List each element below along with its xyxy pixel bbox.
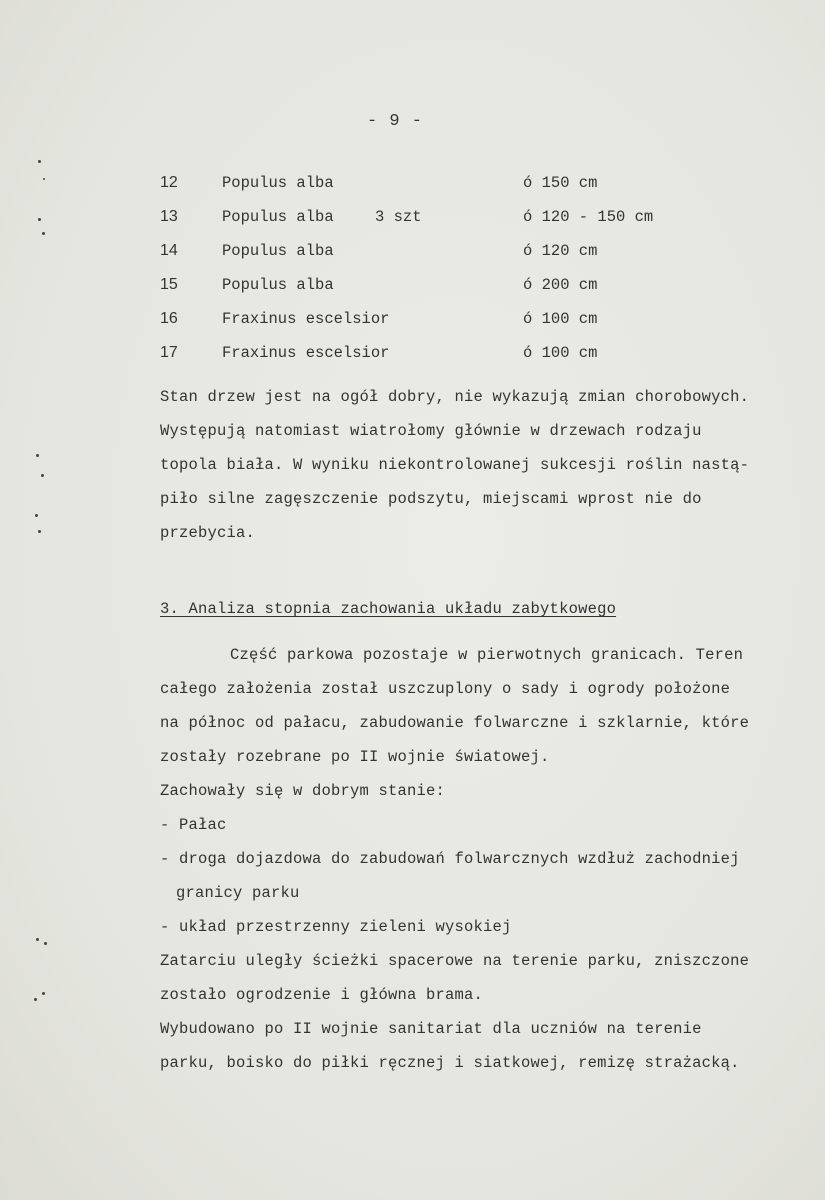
margin-dot (41, 474, 44, 477)
margin-dot (36, 454, 39, 457)
paragraph-line: Wybudowano po II wojnie sanitariat dla uczniów na terenie (160, 1020, 702, 1038)
tree-diameter: ó 120 cm (523, 242, 598, 260)
tree-species: Populus alba (222, 208, 334, 226)
paragraph-line: piło silne zagęszczenie podszytu, miejscami wprost nie do (160, 490, 702, 508)
tree-row (0, 344, 825, 368)
tree-diameter: ó 120 - 150 cm (523, 208, 654, 226)
page-number: - 9 - (366, 112, 423, 131)
tree-row (0, 276, 825, 300)
paragraph-line: całego założenia został uszczuplony o sady i ogrody położone (160, 680, 731, 698)
margin-dot (38, 530, 41, 533)
tree-number: 13 (160, 208, 178, 225)
section-heading: 3. Analiza stopnia zachowania układu zabytkowego (160, 600, 617, 618)
tree-number: 15 (160, 276, 178, 293)
tree-diameter: ó 100 cm (523, 310, 598, 328)
tree-species: Fraxinus escelsior (222, 310, 390, 328)
tree-species: Populus alba (222, 242, 334, 260)
paragraph-line: topola biała. W wyniku niekontrolowanej sukcesji roślin nastą- (160, 456, 750, 474)
list-item: - Pałac (160, 816, 227, 834)
paragraph-line: przebycia. (160, 524, 256, 542)
tree-row (0, 310, 825, 334)
tree-species: Fraxinus escelsior (222, 344, 390, 362)
tree-diameter: ó 100 cm (523, 344, 598, 362)
list-item-continuation: granicy parku (176, 884, 300, 902)
margin-dot (38, 160, 41, 163)
tree-row (0, 242, 825, 266)
margin-dot (36, 938, 39, 941)
tree-row (0, 174, 825, 198)
paragraph-line: Stan drzew jest na ogół dobry, nie wykazują zmian chorobowych. (160, 388, 750, 406)
list-item: - droga dojazdowa do zabudowań folwarcznych wzdłuż zachodniej (160, 850, 740, 868)
tree-row (0, 208, 825, 232)
tree-diameter: ó 150 cm (523, 174, 598, 192)
tree-number: 17 (160, 344, 178, 361)
tree-species: Populus alba (222, 174, 334, 192)
tree-diameter: ó 200 cm (523, 276, 598, 294)
tree-number: 16 (160, 310, 178, 327)
paragraph-line: Część parkowa pozostaje w pierwotnych granicach. Teren (230, 646, 744, 664)
margin-dot (44, 942, 47, 945)
margin-dot (35, 514, 38, 517)
paragraph-line: Występują natomiast wiatrołomy głównie w drzewach rodzaju (160, 422, 702, 440)
tree-number: 14 (160, 242, 178, 259)
paragraph-line: Zachowały się w dobrym stanie: (160, 782, 446, 800)
margin-dot (42, 232, 45, 235)
paragraph-line: zostały rozebrane po II wojnie światowej. (160, 748, 550, 766)
tree-quantity: 3 szt (375, 208, 422, 226)
tree-number: 12 (160, 174, 178, 191)
paragraph-line: zostało ogrodzenie i główna brama. (160, 986, 484, 1004)
margin-dot (42, 992, 45, 995)
paragraph-line: na północ od pałacu, zabudowanie folwarczne i szklarnie, które (160, 714, 750, 732)
paragraph-line: Zatarciu uległy ścieżki spacerowe na terenie parku, zniszczone (160, 952, 750, 970)
tree-species: Populus alba (222, 276, 334, 294)
paragraph-line: parku, boisko do piłki ręcznej i siatkowej, remizę strażacką. (160, 1054, 740, 1072)
list-item: - układ przestrzenny zieleni wysokiej (160, 918, 512, 936)
margin-dot (34, 998, 37, 1001)
